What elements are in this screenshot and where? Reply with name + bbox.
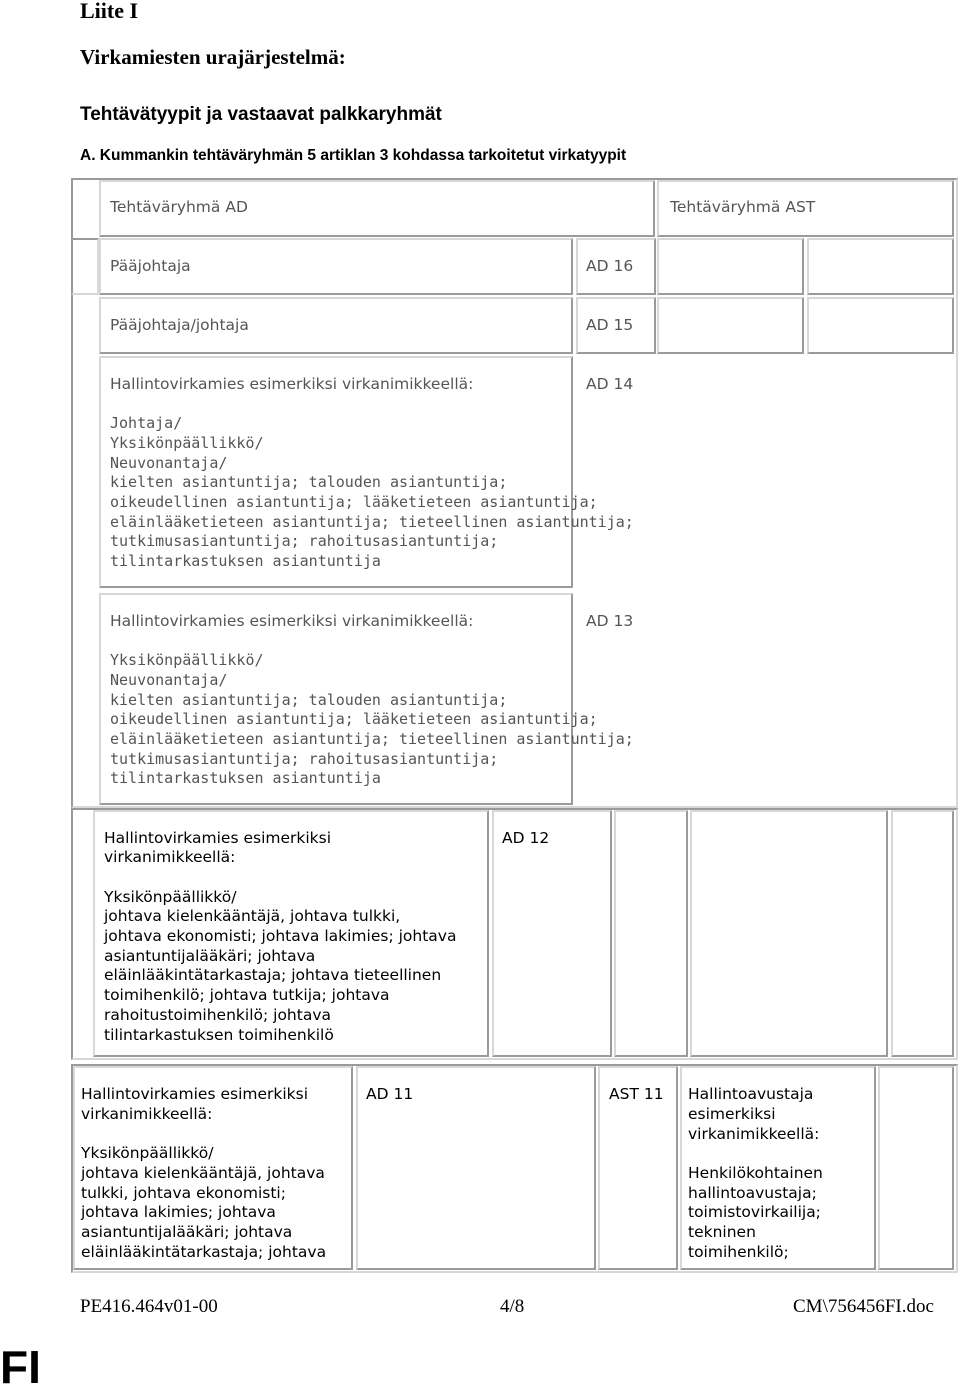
row-ad14-line: Yksikönpäällikkö/ — [110, 434, 264, 452]
row-ad14-line: oikeudellinen asiantuntija; lääketieteen asiantuntija; — [110, 493, 598, 511]
row-ad12-line: asiantuntijalääkäri; johtava — [104, 947, 316, 965]
row-ad13-line: tutkimusasiantuntija; rahoitusasiantuntija; — [110, 750, 499, 768]
row-ad12-empty-2 — [690, 810, 888, 1057]
row-ad15-label: Pääjohtaja/johtaja — [110, 316, 249, 334]
row-ad16-ast-cell-b — [807, 238, 954, 295]
row-ad11-line: johtava kielenkääntäjä, johtava — [81, 1164, 325, 1182]
row-ast11-heading: virkanimikkeellä: — [688, 1125, 820, 1143]
row-ad11-heading: Hallintovirkamies esimerkiksi — [81, 1085, 309, 1103]
row-ast11-line: toimistovirkailija; — [688, 1203, 821, 1221]
left-gutter-row-1 — [71, 238, 99, 295]
row-ad13-line: eläinlääketieteen asiantuntija; tieteellinen asiantuntija; — [110, 730, 634, 748]
header-ast-label: Tehtäväryhmä AST — [670, 198, 816, 216]
language-code: FI — [0, 1341, 41, 1393]
row-ad16-ast-cell-a — [657, 238, 804, 295]
row-ast11-line: tekninen — [688, 1223, 756, 1241]
row-ad12-empty-1 — [614, 810, 688, 1057]
row-ad15-ast-cell-a — [657, 297, 804, 354]
footer-doc-id: CM\756456FI.doc — [793, 1296, 934, 1317]
row-ad12-line: toimihenkilö; johtava tutkija; johtava — [104, 986, 390, 1004]
appendix-label: Liite I — [80, 0, 139, 23]
row-ad11-line: tulkki, johtava ekonomisti; — [81, 1184, 286, 1202]
row-ad13-heading: Hallintovirkamies esimerkiksi virkanimikkeellä: — [110, 612, 474, 630]
row-ad12-line: johtava kielenkääntäjä, johtava tulkki, — [104, 907, 401, 925]
row-ast11-line: hallintoavustaja; — [688, 1184, 817, 1202]
row-ast11-heading: esimerkiksi — [688, 1105, 776, 1123]
row-ad11-grade: AD 11 — [366, 1085, 414, 1103]
row-ad11-line: Yksikönpäällikkö/ — [81, 1144, 214, 1162]
row-ad11-line: asiantuntijalääkäri; johtava — [81, 1223, 293, 1241]
row-ad12-line: eläinlääkintätarkastaja; johtava tieteellinen — [104, 966, 442, 984]
row-ad13-line: Yksikönpäällikkö/ — [110, 651, 264, 669]
row-ad14-line: tilintarkastuksen asiantuntija — [110, 552, 381, 570]
header-ad-label: Tehtäväryhmä AD — [110, 198, 248, 216]
row-ad12-heading: Hallintovirkamies esimerkiksi — [104, 829, 332, 847]
row-ast11-line: Henkilökohtainen — [688, 1164, 823, 1182]
footer-reference: PE416.464v01-00 — [80, 1296, 218, 1317]
row-ad14-heading: Hallintovirkamies esimerkiksi virkanimikkeellä: — [110, 375, 474, 393]
row-ad14-line: Neuvonantaja/ — [110, 454, 228, 472]
row-ad12-line: rahoitustoimihenkilö; johtava — [104, 1006, 331, 1024]
row-ad14-line: eläinlääketieteen asiantuntija; tieteellinen asiantuntija; — [110, 513, 634, 531]
row-ad13-line: Neuvonantaja/ — [110, 671, 228, 689]
row-ad16-label: Pääjohtaja — [110, 257, 191, 275]
document-title: Virkamiesten urajärjestelmä: — [80, 45, 346, 69]
section-heading: A. Kummankin tehtäväryhmän 5 artiklan 3 kohdassa tarkoitetut virkatyypit — [80, 147, 627, 164]
row-ad11-line: johtava lakimies; johtava — [81, 1203, 276, 1221]
row-ad12-line: tilintarkastuksen toimihenkilö — [104, 1026, 334, 1044]
row-ad12-grade: AD 12 — [502, 829, 550, 847]
row-ad14-line: kielten asiantuntija; talouden asiantuntija; — [110, 473, 508, 491]
row-ad11-empty — [878, 1066, 954, 1270]
row-ad12-line: Yksikönpäällikkö/ — [104, 888, 237, 906]
row-ad12-empty-3 — [891, 810, 954, 1057]
row-ad15-grade: AD 15 — [586, 316, 634, 334]
row-ad14-line: Johtaja/ — [110, 414, 183, 432]
row-ad15-ast-cell-b — [807, 297, 954, 354]
footer-page-number: 4/8 — [500, 1296, 525, 1317]
row-ad12-heading: virkanimikkeellä: — [104, 848, 236, 866]
row-ad13-line: kielten asiantuntija; talouden asiantuntija; — [110, 691, 508, 709]
row-ad14-grade: AD 14 — [586, 375, 634, 393]
row-ad12-line: johtava ekonomisti; johtava lakimies; johtava — [104, 927, 457, 945]
row-ad11-heading: virkanimikkeellä: — [81, 1105, 213, 1123]
row-ast11-heading: Hallintoavustaja — [688, 1085, 814, 1103]
row-ad16-grade: AD 16 — [586, 257, 634, 275]
row-ast11-grade: AST 11 — [609, 1085, 664, 1103]
row-ad13-line: tilintarkastuksen asiantuntija — [110, 769, 381, 787]
row-ast11-line: toimihenkilö; — [688, 1243, 789, 1261]
row-ad13-grade: AD 13 — [586, 612, 634, 630]
document-subtitle: Tehtävätyypit ja vastaavat palkkaryhmät — [80, 104, 442, 125]
row-ad13-line: oikeudellinen asiantuntija; lääketieteen asiantuntija; — [110, 710, 598, 728]
row-ad11-line: eläinlääkintätarkastaja; johtava — [81, 1243, 327, 1261]
row-ad14-line: tutkimusasiantuntija; rahoitusasiantuntija; — [110, 532, 499, 550]
